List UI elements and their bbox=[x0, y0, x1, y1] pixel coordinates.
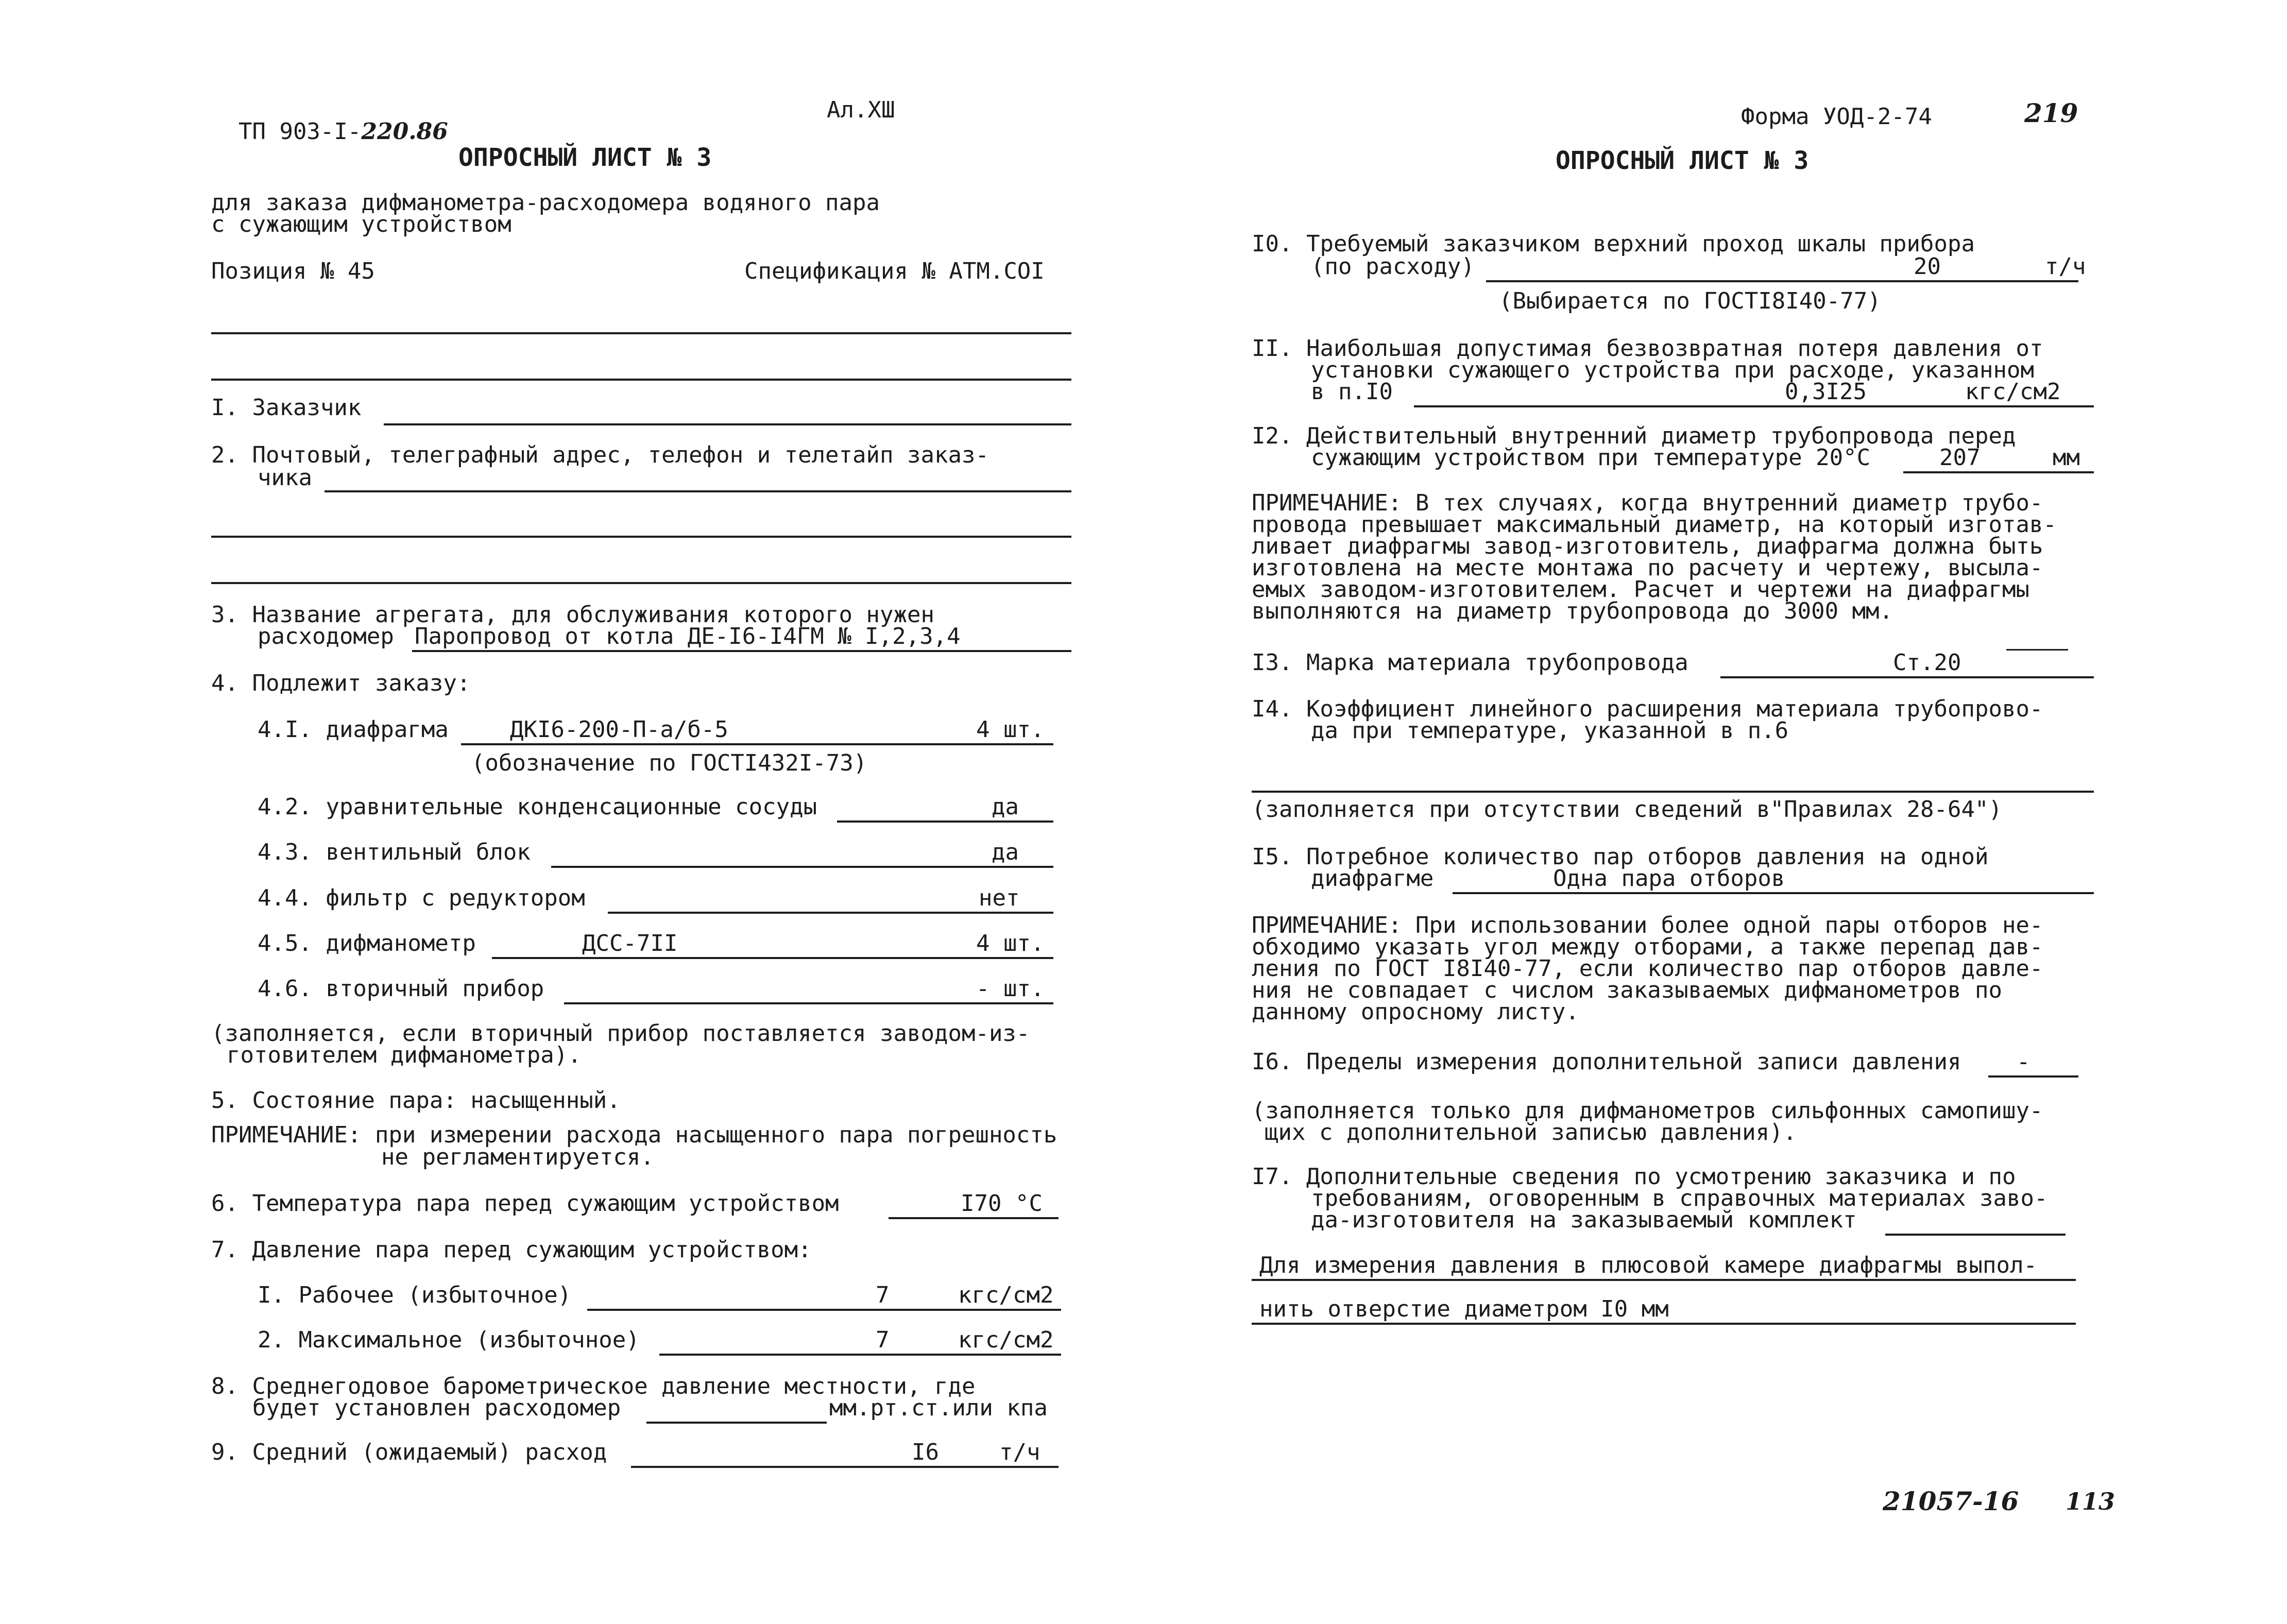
item-16-value: - bbox=[2017, 1049, 2030, 1075]
left-page-title: ОПРОСНЫЙ ЛИСТ № 3 bbox=[458, 143, 712, 172]
item-8-fill-line bbox=[646, 1422, 827, 1424]
item-10-line1: I0. Требуемый заказчиком верхний проход шкалы прибора bbox=[1252, 231, 1975, 257]
item-7-1-value: 7 bbox=[876, 1282, 890, 1308]
note-15-line3: ления по ГОСТ I8I40-77, если количество пар отборов давле- bbox=[1252, 955, 2043, 982]
item-4-5-value: ДСС-7II bbox=[582, 930, 678, 956]
item-2-line2: чика bbox=[258, 465, 312, 491]
item-4-1-note: (обозначение по ГОСТI432I-73) bbox=[471, 750, 867, 776]
note-12-line5: емых заводом-изготовителем. Расчет и чертежи на диафрагмы bbox=[1252, 576, 2029, 603]
note-5-line1: ПРИМЕЧАНИЕ: при измерении расхода насыщенного пара погрешность bbox=[211, 1122, 1057, 1148]
item-4-1-fill-line bbox=[461, 743, 1053, 745]
page-number-handwritten: 219 bbox=[2024, 98, 2078, 128]
item-2-fill-line bbox=[325, 490, 1071, 492]
item-17-line3: да-изготовителя на заказываемый комплект bbox=[1311, 1207, 1857, 1233]
item-14-line1: I4. Коэффициент линейного расширения материала трубопрово- bbox=[1252, 696, 2043, 722]
note-12-line2: провода превышает максимальный диаметр, на который изготав- bbox=[1252, 511, 2057, 538]
item-5: 5. Состояние пара: насыщенный. bbox=[211, 1087, 621, 1114]
item-12-line1: I2. Действительный внутренний диаметр трубопровода перед bbox=[1252, 423, 2016, 449]
item-10-fill-line bbox=[1486, 280, 2078, 282]
blank-line bbox=[211, 582, 1071, 584]
item-17-fill-line bbox=[1885, 1234, 2066, 1236]
item-7-1-fill-line bbox=[587, 1309, 1061, 1311]
specification-number: Спецификация № АТМ.СОI bbox=[744, 258, 1045, 284]
item-11-value: 0,3I25 bbox=[1785, 379, 1867, 405]
position-number: Позиция № 45 bbox=[211, 258, 375, 284]
item-12-unit: мм bbox=[2053, 445, 2080, 471]
item-9-fill-line bbox=[631, 1466, 1059, 1468]
item-15-line2: диафрагме bbox=[1311, 865, 1434, 892]
item-15-value: Одна пара отборов bbox=[1553, 865, 1785, 892]
item-17-line2: требованиям, оговоренным в справочных материалах заво- bbox=[1311, 1185, 2048, 1211]
note-15-line5: данному опросному листу. bbox=[1252, 999, 1579, 1025]
item-13-label: I3. Марка материала трубопровода bbox=[1252, 649, 1688, 676]
note-12-line4: изготовлена на месте монтажа по расчету и чертежу, высыла- bbox=[1252, 555, 2043, 581]
item-4-3-fill-line bbox=[551, 866, 1053, 868]
item-4-6-fill-line bbox=[564, 1002, 1053, 1004]
item-11-unit: кгс/см2 bbox=[1965, 379, 2061, 405]
right-page-title: ОПРОСНЫЙ ЛИСТ № 3 bbox=[1556, 146, 1809, 175]
note-5-line2: не регламентируется. bbox=[381, 1144, 654, 1170]
item-10-unit: т/ч bbox=[2045, 253, 2086, 280]
item-17-value-rule2 bbox=[1252, 1323, 2076, 1325]
item-12-line2: сужающим устройством при температуре 20°С bbox=[1311, 445, 1871, 471]
note-16-line2: щих с дополнительной записью давления). bbox=[1265, 1119, 1797, 1146]
item-17-value-line2: нить отверстие диаметром I0 мм bbox=[1259, 1296, 1669, 1322]
left-subtitle-line1: для заказа дифманометра-расходомера водяного пара bbox=[211, 190, 880, 216]
item-3-fill-line bbox=[412, 650, 1071, 652]
item-11-line1: II. Наибольшая допустимая безвозвратная потеря давления от bbox=[1252, 335, 2043, 362]
item-7-1-label: I. Рабочее (избыточное) bbox=[258, 1282, 572, 1308]
item-4-1-qty: 4 шт. bbox=[976, 716, 1045, 743]
item-13-value: Ст.20 bbox=[1893, 649, 1961, 676]
item-4-5-qty: 4 шт. bbox=[976, 930, 1045, 956]
item-11-line3: в п.I0 bbox=[1311, 379, 1393, 405]
item-12-fill-line bbox=[1903, 471, 2094, 473]
item-6-value: I70 °С bbox=[961, 1190, 1043, 1217]
item-3-value: Паропровод от котла ДЕ-I6-I4ГМ № I,2,3,4 bbox=[415, 623, 961, 649]
item-13-fill-line bbox=[1720, 676, 2094, 678]
item-4-2-label: 4.2. уравнительные конденсационные сосуды bbox=[258, 794, 817, 820]
item-8-line2: будет установлен расходомер bbox=[252, 1395, 621, 1421]
item-8-unit: мм.рт.ст.или кпа bbox=[829, 1395, 1048, 1421]
item-7-heading: 7. Давление пара перед сужающим устройством: bbox=[211, 1237, 812, 1263]
item-6-fill-line bbox=[889, 1217, 1059, 1219]
item-4-2-fill-line bbox=[837, 820, 1053, 823]
item-2-line1: 2. Почтовый, телеграфный адрес, телефон и телетайп заказ- bbox=[211, 442, 989, 468]
item-9-label: 9. Средний (ожидаемый) расход bbox=[211, 1439, 607, 1465]
item-10-line2: (по расходу) bbox=[1311, 253, 1475, 280]
sheet-code-handwritten: 21057-16 bbox=[1883, 1486, 2019, 1516]
doc-code bbox=[211, 98, 448, 143]
item-17-value-rule1 bbox=[1252, 1279, 2076, 1281]
item-17-line1: I7. Дополнительные сведения по усмотрению заказчика и по bbox=[1252, 1164, 2016, 1190]
album-number: Ал.ХШ bbox=[827, 97, 895, 123]
item-9-value: I6 bbox=[912, 1439, 939, 1465]
item-1-fill-line bbox=[384, 423, 1071, 425]
blank-line bbox=[211, 379, 1071, 381]
note-12-line3: ливает диафрагмы завод-изготовитель, диафрагма должна быть bbox=[1252, 533, 2043, 559]
item-1-label: I. Заказчик bbox=[211, 395, 362, 421]
item-6-label: 6. Температура пара перед сужающим устройством bbox=[211, 1190, 839, 1217]
note-12-line6: выполняются на диаметр трубопровода до 3000 мм. bbox=[1252, 598, 1893, 624]
item-16-fill-line bbox=[1988, 1075, 2078, 1078]
item-4-3-label: 4.3. вентильный блок bbox=[258, 839, 531, 865]
item-10-note: (Выбирается по ГОСТI8I40-77) bbox=[1499, 288, 1881, 314]
item-14-fill-line bbox=[1252, 791, 2094, 793]
item-4-1-value: ДКI6-200-П-а/б-5 bbox=[510, 716, 728, 743]
note-15-line2: обходимо указать угол между отборами, а также перепад дав- bbox=[1252, 934, 2043, 960]
item-7-2-unit: кгс/см2 bbox=[958, 1327, 1054, 1353]
item-4-2-value: да bbox=[992, 794, 1019, 820]
item-11-fill-line bbox=[1414, 405, 2094, 407]
item-15-fill-line bbox=[1453, 892, 2094, 894]
item-4-5-label: 4.5. дифманометр bbox=[258, 930, 476, 956]
doc-code-handwritten: 220.86 bbox=[361, 118, 448, 145]
item-4-1-label: 4.I. диафрагма bbox=[258, 716, 449, 743]
item-9-unit: т/ч bbox=[999, 1439, 1040, 1465]
item-7-1-unit: кгс/см2 bbox=[958, 1282, 1054, 1308]
left-subtitle-line2: с сужающим устройством bbox=[211, 211, 511, 237]
item-4-5-fill-line bbox=[492, 957, 1053, 959]
item-4-4-fill-line bbox=[608, 912, 1053, 914]
blank-line bbox=[211, 536, 1071, 538]
item-14-line2: да при температуре, указанной в п.6 bbox=[1311, 717, 1789, 744]
item-3-line2: расходомер bbox=[258, 623, 394, 649]
item-4-4-value: нет bbox=[979, 885, 1020, 911]
blank-line bbox=[2006, 649, 2068, 651]
doc-code-prefix: ТП 903-I- bbox=[238, 118, 362, 145]
note-15-line4: ния не совпадает с числом заказываемых дифманометров по bbox=[1252, 977, 2002, 1003]
note-4-line1: (заполняется, если вторичный прибор поставляется заводом-из- bbox=[211, 1020, 1030, 1047]
note-12-line1: ПРИМЕЧАНИЕ: В тех случаях, когда внутренний диаметр трубо- bbox=[1252, 490, 2043, 516]
item-10-value: 20 bbox=[1914, 253, 1941, 280]
note-16-line1: (заполняется только для дифманометров сильфонных самопишу- bbox=[1252, 1098, 2043, 1124]
sheet-number-handwritten: 113 bbox=[2066, 1488, 2115, 1515]
item-12-value: 207 bbox=[1939, 445, 1981, 471]
item-4-6-label: 4.6. вторичный прибор bbox=[258, 976, 544, 1002]
item-8-line1: 8. Среднегодовое барометрическое давление местности, где bbox=[211, 1373, 976, 1399]
item-14-note: (заполняется при отсутствии сведений в"Правилах 28-64") bbox=[1252, 796, 2002, 823]
item-4-4-label: 4.4. фильтр с редуктором bbox=[258, 885, 585, 911]
item-7-2-label: 2. Максимальное (избыточное) bbox=[258, 1327, 640, 1353]
item-11-line2: установки сужающего устройства при расходе, указанном bbox=[1311, 357, 2034, 383]
blank-line bbox=[211, 332, 1071, 334]
note-4-line2: готовителем дифманометра). bbox=[227, 1042, 582, 1068]
item-17-value-line1: Для измерения давления в плюсовой камере диафрагмы выпол- bbox=[1259, 1252, 2037, 1278]
note-15-line1: ПРИМЕЧАНИЕ: При использовании более одной пары отборов не- bbox=[1252, 912, 2043, 938]
item-7-2-fill-line bbox=[659, 1354, 1061, 1356]
item-4-heading: 4. Подлежит заказу: bbox=[211, 670, 471, 696]
item-16-label: I6. Пределы измерения дополнительной записи давления bbox=[1252, 1049, 1961, 1075]
item-7-2-value: 7 bbox=[876, 1327, 890, 1353]
item-4-6-value: - шт. bbox=[976, 976, 1045, 1002]
item-4-3-value: да bbox=[992, 839, 1019, 865]
item-15-line1: I5. Потребное количество пар отборов давления на одной bbox=[1252, 844, 1989, 870]
form-number: Форма УОД-2-74 bbox=[1741, 104, 1932, 130]
item-3-line1: 3. Название агрегата, для обслуживания которого нужен bbox=[211, 602, 934, 628]
